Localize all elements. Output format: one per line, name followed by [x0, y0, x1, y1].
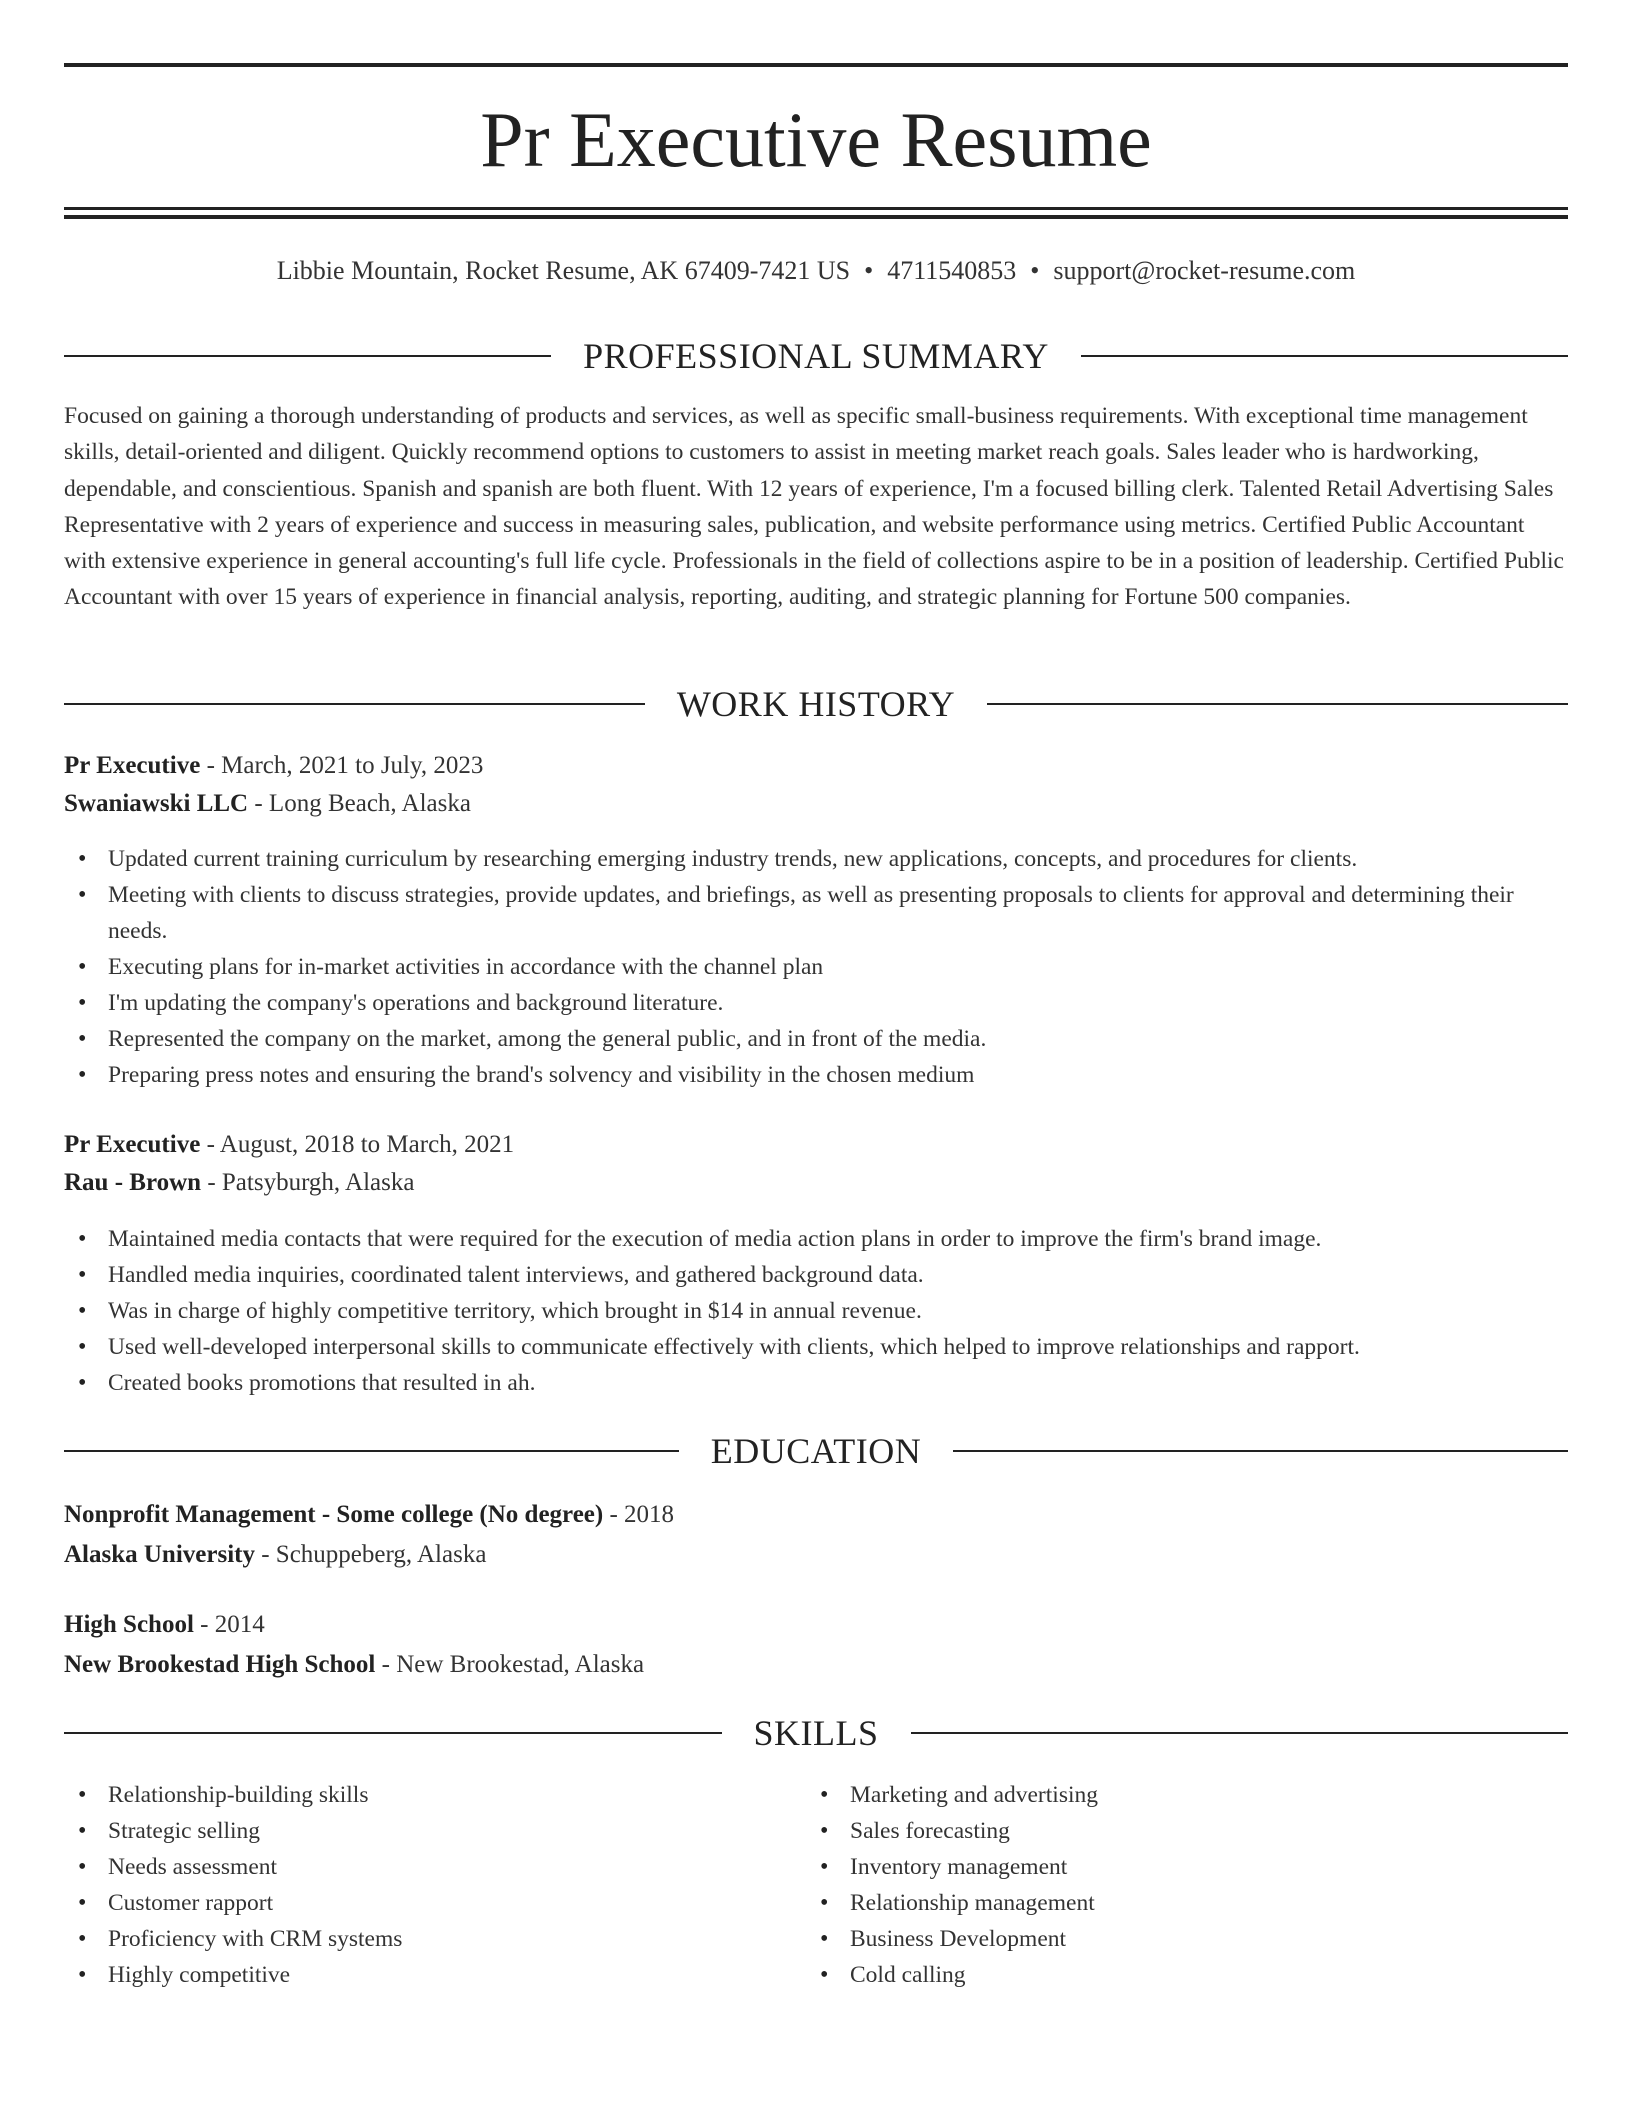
- list-item: • Handled media inquiries, coordinated talent interviews, and gathered background data.: [64, 1257, 1568, 1293]
- education-degree: Nonprofit Management - Some college (No degree): [64, 1501, 604, 1528]
- summary-text: Focused on gaining a thorough understanding of products and services, as well as specific small-business requirements. With exceptional time management skills, detail-oriented and diligent. Quickly recommend options to customers to assist in meeting market reach goals. Sales leader who is hardworking, dependable, and conscientious. Spanish and spanish are both fluent. With 12 years of experience, I'm a focused billing clerk. Talented Retail Advertising Sales Representative with 2 years of experience and success in measuring sales, publication, and website performance using metrics. Certified Public Accountant with extensive experience in general accounting's full life cycle. Professionals in the field of collections aspire to be in a position of leadership. Certified Public Accountant with over 15 years of experience in financial analysis, reporting, auditing, and strategic planning for Fortune 500 companies.: [64, 403, 1564, 611]
- education-degree-line: [64, 1496, 1568, 1534]
- skill-item: • Sales forecasting: [806, 1813, 1548, 1849]
- contact-line: [64, 254, 1568, 288]
- education-degree-line: [64, 1606, 1568, 1644]
- education-school-line: [64, 1536, 1568, 1574]
- job-company: Rau - Brown: [64, 1169, 202, 1196]
- section-rule-left: [64, 703, 645, 705]
- job-company-line: [64, 1164, 1568, 1202]
- section-rule-left: [64, 1732, 722, 1734]
- skill-item: • Strategic selling: [64, 1813, 806, 1849]
- list-item: • Was in charge of highly competitive territory, which brought in $14 in annual revenue.: [64, 1293, 1568, 1329]
- section-header-summary: [64, 333, 1568, 379]
- job-title-line: [64, 747, 1568, 785]
- section-title: EDUCATION: [710, 1431, 922, 1471]
- skill-item: • Marketing and advertising: [806, 1777, 1548, 1813]
- list-item: • Maintained media contacts that were required for the execution of media action plans in order to improve the firm's brand image.: [64, 1221, 1568, 1257]
- education-school-line: [64, 1646, 1568, 1684]
- section-title: WORK HISTORY: [676, 684, 956, 724]
- job-location: - Patsyburgh, Alaska: [201, 1169, 415, 1196]
- list-item: • Preparing press notes and ensuring the brand's solvency and visibility in the chosen medium: [64, 1057, 1568, 1093]
- section-rule-right: [1081, 355, 1568, 357]
- education-degree: High School: [64, 1611, 194, 1638]
- job-company: Swaniawski LLC: [64, 790, 249, 817]
- education-school: New Brookestad High School: [64, 1651, 376, 1678]
- section-rule-left: [64, 1450, 679, 1452]
- education-school: Alaska University: [64, 1541, 255, 1568]
- job-dates: - August, 2018 to March, 2021: [200, 1131, 515, 1158]
- skills-list-right: [806, 1777, 1548, 1993]
- section-rule-right: [911, 1732, 1569, 1734]
- job-title-line: [64, 1126, 1568, 1164]
- job-title: Pr Executive: [64, 752, 201, 779]
- section-title: PROFESSIONAL SUMMARY: [583, 336, 1049, 376]
- section-rule-right: [987, 703, 1568, 705]
- education-location: - New Brookestad, Alaska: [375, 1651, 645, 1678]
- skills-list-left: [64, 1777, 806, 1993]
- list-item: • Represented the company on the market, among the general public, and in front of the media.: [64, 1021, 1568, 1057]
- contact-address: Libbie Mountain, Rocket Resume, AK 67409-7421 US: [276, 256, 851, 285]
- skills-columns: [64, 1777, 1568, 1993]
- skill-item: • Highly competitive: [64, 1957, 806, 1993]
- header-top-rule: [64, 63, 1568, 67]
- section-header-work: [64, 681, 1568, 727]
- list-item: • I'm updating the company's operations and background literature.: [64, 985, 1568, 1021]
- job-title: Pr Executive: [64, 1131, 201, 1158]
- skill-item: • Inventory management: [806, 1849, 1548, 1885]
- section-header-education: [64, 1428, 1568, 1474]
- section-title: SKILLS: [753, 1713, 879, 1753]
- resume-title: Pr Executive Resume: [480, 96, 1152, 183]
- skill-item: • Business Development: [806, 1921, 1548, 1957]
- job-bullets: [64, 1221, 1568, 1401]
- education-year: - 2014: [193, 1611, 265, 1638]
- contact-separator: •: [1030, 256, 1040, 285]
- education-year: - 2018: [603, 1501, 675, 1528]
- contact-phone: 4711540853: [887, 256, 1017, 285]
- list-item: • Created books promotions that resulted in ah.: [64, 1365, 1568, 1401]
- job-dates: - March, 2021 to July, 2023: [200, 752, 484, 779]
- skill-item: • Cold calling: [806, 1957, 1548, 1993]
- skill-item: • Proficiency with CRM systems: [64, 1921, 806, 1957]
- list-item: • Executing plans for in-market activities in accordance with the channel plan: [64, 949, 1568, 985]
- skill-item: • Customer rapport: [64, 1885, 806, 1921]
- contact-separator: •: [864, 256, 874, 285]
- section-rule-right: [953, 1450, 1568, 1452]
- list-item: • Meeting with clients to discuss strategies, provide updates, and briefings, as well as presenting proposals to clients for approval and determining their needs.: [64, 877, 1568, 949]
- list-item: • Used well-developed interpersonal skills to communicate effectively with clients, which helped to improve relationships and rapport.: [64, 1329, 1568, 1365]
- section-header-skills: [64, 1710, 1568, 1756]
- skill-item: • Needs assessment: [64, 1849, 806, 1885]
- job-bullets: [64, 841, 1568, 1093]
- header-double-rule: [64, 207, 1568, 219]
- contact-email: support@rocket-resume.com: [1053, 256, 1356, 285]
- skill-item: • Relationship management: [806, 1885, 1548, 1921]
- education-location: - Schuppeberg, Alaska: [254, 1541, 487, 1568]
- job-company-line: [64, 785, 1568, 823]
- job-location: - Long Beach, Alaska: [248, 790, 471, 817]
- section-rule-left: [64, 355, 551, 357]
- list-item: • Updated current training curriculum by researching emerging industry trends, new applications, concepts, and procedures for clients.: [64, 841, 1568, 877]
- skill-item: • Relationship-building skills: [64, 1777, 806, 1813]
